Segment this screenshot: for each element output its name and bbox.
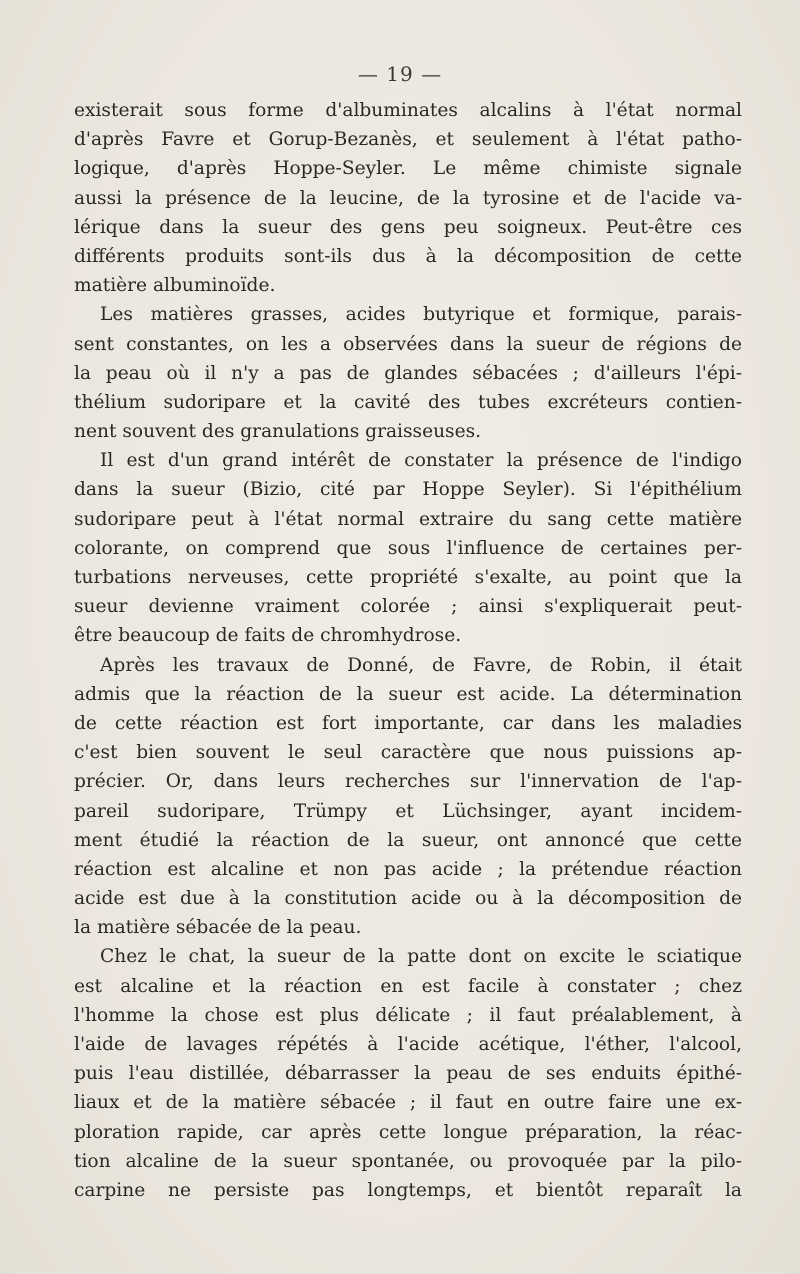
text-line: sent constantes, on les a observées dans la sueur de régions de xyxy=(74,333,742,355)
text-line: la matière sébacée de la peau. xyxy=(74,917,362,939)
text-line: différents produits sont-ils dus à la décomposition de cette xyxy=(74,245,742,267)
text-line: Après les travaux de Donné, de Favre, de Robin, il était xyxy=(100,654,742,676)
text-line: carpine ne persiste pas longtemps, et bientôt reparaît la xyxy=(74,1179,742,1201)
text-line: lérique dans la sueur des gens peu soigneux. Peut-être ces xyxy=(74,216,742,238)
text-line: ment étudié la réaction de la sueur, ont annoncé que cette xyxy=(74,829,742,851)
text-line: acide est due à la constitution acide ou à la décomposition de xyxy=(74,888,742,910)
text-line: l'homme la chose est plus délicate ; il faut préalablement, à xyxy=(74,1004,742,1026)
text-line: liaux et de la matière sébacée ; il faut en outre faire une ex- xyxy=(74,1092,742,1114)
text-line: sueur devienne vraiment colorée ; ainsi s'expliquerait peut- xyxy=(74,596,742,618)
text-line: aussi la présence de la leucine, de la tyrosine et de l'acide va- xyxy=(74,187,742,209)
text-line: ploration rapide, car après cette longue préparation, la réac- xyxy=(74,1121,742,1143)
text-line: logique, d'après Hoppe-Seyler. Le même chimiste signale xyxy=(74,158,742,180)
text-line: réaction est alcaline et non pas acide ; la prétendue réaction xyxy=(74,858,742,880)
text-line: être beaucoup de faits de chromhydrose. xyxy=(74,625,462,647)
text-line: est alcaline et la réaction en est facile à constater ; chez xyxy=(74,975,742,997)
text-line: Chez le chat, la sueur de la patte dont on excite le sciatique xyxy=(100,946,742,968)
text-line: la peau où il n'y a pas de glandes sébacées ; d'ailleurs l'épi- xyxy=(74,362,742,384)
text-line: d'après Favre et Gorup-Bezanès, et seulement à l'état patho- xyxy=(74,129,742,151)
text-line: l'aide de lavages répétés à l'acide acétique, l'éther, l'alcool, xyxy=(74,1034,742,1055)
text-line: turbations nerveuses, cette propriété s'exalte, au point que la xyxy=(74,567,742,588)
text-line: thélium sudoripare et la cavité des tubes excréteurs contien- xyxy=(74,391,742,413)
text-line: nent souvent des granulations graisseuses. xyxy=(74,421,482,443)
text-line: précier. Or, dans leurs recherches sur l'innervation de l'ap- xyxy=(74,771,742,793)
text-line: existerait sous forme d'albuminates alcalins à l'état normal xyxy=(74,100,742,121)
text-line: c'est bien souvent le seul caractère que nous puissions ap- xyxy=(74,742,742,764)
text-line: matière albuminoïde. xyxy=(74,275,276,297)
text-line: de cette réaction est fort importante, car dans les maladies xyxy=(74,712,742,734)
text-line: Il est d'un grand intérêt de constater la présence de l'indigo xyxy=(100,450,742,472)
text-line: sudoripare peut à l'état normal extraire du sang cette matière xyxy=(74,508,742,530)
body-text xyxy=(74,96,742,1205)
text-line: admis que la réaction de la sueur est acide. La détermination xyxy=(74,683,742,705)
text-line: dans la sueur (Bizio, cité par Hoppe Seyler). Si l'épithélium xyxy=(74,479,742,501)
text-line: puis l'eau distillée, débarrasser la peau de ses enduits épithé- xyxy=(74,1063,742,1085)
text-line: Les matières grasses, acides butyrique et formique, parais- xyxy=(100,304,742,326)
page-number: — 19 — xyxy=(357,62,443,86)
text-line: pareil sudoripare, Trümpy et Lüchsinger, ayant incidem- xyxy=(74,800,742,822)
text-line: colorante, on comprend que sous l'influence de certaines per- xyxy=(74,537,742,559)
text-line: tion alcaline de la sueur spontanée, ou provoquée par la pilo- xyxy=(74,1150,742,1172)
